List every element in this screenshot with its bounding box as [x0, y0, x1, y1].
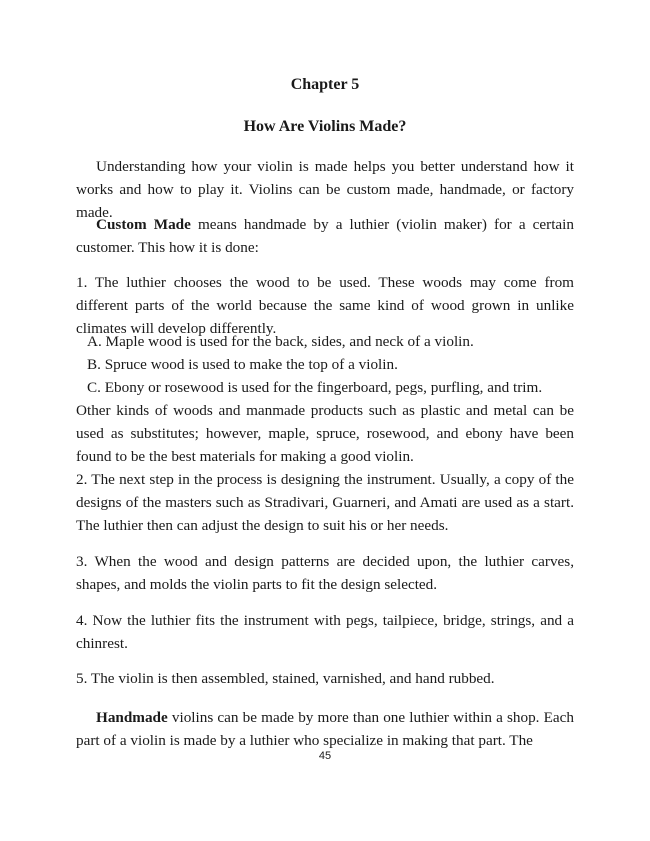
wood-item-a: A. Maple wood is used for the back, sides, and neck of a violin.: [87, 333, 474, 350]
step-1-paragraph: 1. The luthier chooses the wood to be used. These woods may come from different parts of the world because the same kind of wood grown in unlike climates will develop differently.: [76, 274, 574, 338]
wood-item-c: C. Ebony or rosewood is used for the fingerboard, pegs, purfling, and trim.: [87, 379, 543, 396]
handmade-text: violins can be made by more than one luthier within a shop. Each part of a violin is made by a luthier who specialize in making that part. The: [76, 709, 574, 750]
handmade-term: Handmade: [96, 709, 168, 726]
step-5-paragraph: 5. The violin is then assembled, stained, varnished, and hand rubbed.: [76, 670, 495, 687]
custom-made-term: Custom Made: [96, 216, 191, 233]
page-number: 45: [318, 750, 332, 762]
substitutes-paragraph: Other kinds of woods and manmade products such as plastic and metal can be used as substitutes; however, maple, spruce, rosewood, and ebony have been found to be the best materials for making a good violin.: [76, 402, 574, 466]
custom-made-text: means handmade by a luthier (violin maker) for a certain customer. This how it is done:: [76, 216, 574, 257]
wood-item-b: B. Spruce wood is used to make the top of a violin.: [87, 356, 398, 373]
custom-made-paragraph: [76, 213, 574, 259]
handmade-paragraph: [76, 706, 574, 752]
step-3-paragraph: 3. When the wood and design patterns are decided upon, the luthier carves, shapes, and molds the violin parts to fit the design selected.: [76, 553, 574, 594]
step-4-paragraph: 4. Now the luthier fits the instrument with pegs, tailpiece, bridge, strings, and a chinrest.: [76, 612, 574, 653]
intro-paragraph: Understanding how your violin is made helps you better understand how it works and how to play it. Violins can be custom made, handmade, or factory made.: [76, 158, 574, 222]
chapter-title: How Are Violins Made?: [243, 118, 407, 135]
chapter-heading: Chapter 5: [290, 76, 360, 93]
step-2-paragraph: 2. The next step in the process is designing the instrument. Usually, a copy of the designs of the masters such as Stradivari, Guarneri, and Amati are used as a start. The luthier then can adjust the design to suit his or her needs.: [76, 471, 574, 535]
